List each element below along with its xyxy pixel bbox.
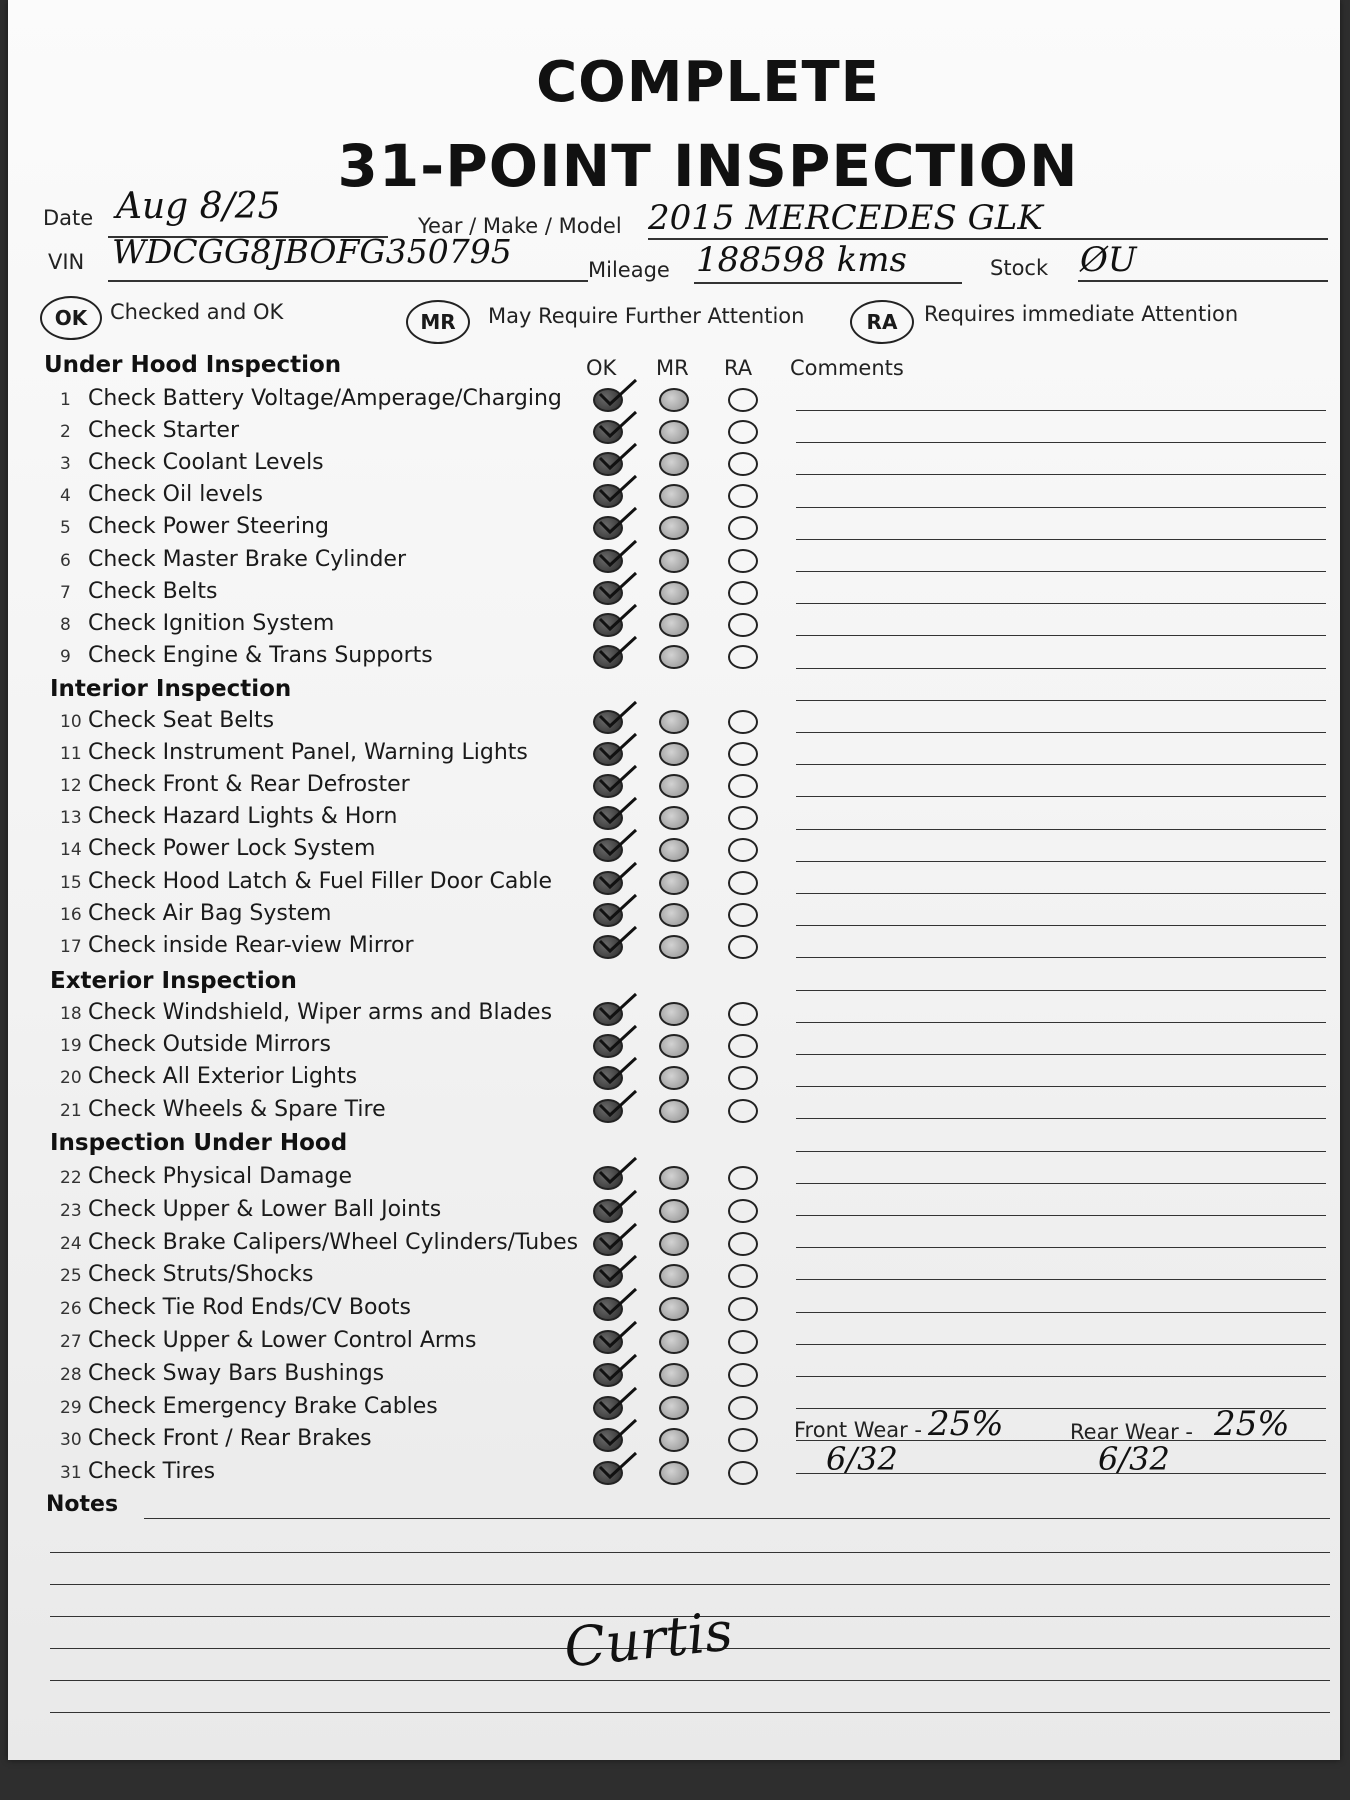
notes-line bbox=[50, 1712, 1330, 1713]
comment-line[interactable] bbox=[796, 1312, 1326, 1313]
checkmark-icon bbox=[598, 410, 638, 440]
item-label: Check Wheels & Spare Tire bbox=[88, 1096, 386, 1122]
inspection-item bbox=[60, 1262, 313, 1287]
comment-line[interactable] bbox=[796, 1215, 1326, 1216]
ra-bubble[interactable] bbox=[728, 1330, 758, 1354]
comment-line[interactable] bbox=[796, 1344, 1326, 1345]
item-label: Check Brake Calipers/Wheel Cylinders/Tubes bbox=[88, 1229, 579, 1255]
item-label: Check Hazard Lights & Horn bbox=[88, 804, 398, 830]
item-number: 18 bbox=[60, 1004, 82, 1024]
inspection-item bbox=[60, 836, 375, 861]
item-number: 9 bbox=[60, 646, 71, 667]
comment-line[interactable] bbox=[796, 861, 1326, 862]
ra-bubble[interactable] bbox=[728, 710, 758, 734]
inspection-item bbox=[60, 450, 324, 475]
item-label: Check Engine & Trans Supports bbox=[88, 642, 433, 668]
vin-underline bbox=[108, 280, 588, 282]
comment-line[interactable] bbox=[796, 571, 1326, 572]
mr-bubble[interactable] bbox=[659, 1396, 689, 1420]
item-number: 1 bbox=[60, 390, 71, 410]
item-number: 30 bbox=[60, 1430, 82, 1451]
comment-line[interactable] bbox=[796, 603, 1326, 604]
item-number: 14 bbox=[60, 840, 82, 861]
comment-line[interactable] bbox=[796, 957, 1326, 958]
mr-bubble[interactable] bbox=[659, 1232, 689, 1256]
comment-line[interactable] bbox=[796, 925, 1326, 926]
item-number: 11 bbox=[60, 744, 82, 765]
checkmark-icon bbox=[598, 1386, 638, 1416]
comment-line[interactable] bbox=[796, 990, 1326, 991]
ra-bubble[interactable] bbox=[728, 1264, 758, 1288]
ra-bubble[interactable] bbox=[728, 742, 758, 766]
inspection-item bbox=[60, 482, 263, 507]
item-number: 8 bbox=[60, 614, 71, 635]
legend-mr-text: May Require Further Attention bbox=[488, 304, 805, 328]
col-ra: RA bbox=[724, 356, 753, 380]
item-number: 20 bbox=[60, 1068, 82, 1089]
section-title: Inspection Under Hood bbox=[50, 1130, 348, 1156]
mr-bubble[interactable] bbox=[659, 774, 689, 798]
front-wear-depth: 6/32 bbox=[826, 1440, 898, 1478]
ymm-value: 2015 MERCEDES GLK bbox=[648, 198, 1043, 238]
item-number: 12 bbox=[60, 776, 82, 797]
item-label: Check Power Lock System bbox=[88, 836, 376, 862]
mr-bubble[interactable] bbox=[659, 1330, 689, 1354]
checkmark-icon bbox=[598, 635, 638, 665]
rear-wear-pct: 25% bbox=[1214, 1404, 1290, 1444]
inspection-sheet bbox=[8, 0, 1340, 1760]
mr-bubble[interactable] bbox=[659, 1199, 689, 1223]
front-wear-label: Front Wear - bbox=[794, 1418, 922, 1442]
inspection-item bbox=[60, 772, 410, 797]
ra-bubble[interactable] bbox=[728, 420, 758, 444]
signature: Curtis bbox=[561, 1599, 736, 1680]
checkmark-icon bbox=[598, 1189, 638, 1219]
mr-bubble[interactable] bbox=[659, 1461, 689, 1485]
mr-bubble[interactable] bbox=[659, 549, 689, 573]
inspection-item bbox=[60, 1426, 372, 1451]
item-label: Check Hood Latch & Fuel Filler Door Cable bbox=[88, 868, 552, 894]
comment-line[interactable] bbox=[796, 1118, 1326, 1119]
checkmark-icon bbox=[598, 539, 638, 569]
ra-bubble[interactable] bbox=[728, 774, 758, 798]
item-label: Check Ignition System bbox=[88, 610, 335, 636]
inspection-item bbox=[60, 804, 397, 829]
mr-bubble[interactable] bbox=[659, 484, 689, 508]
item-label: Check Struts/Shocks bbox=[88, 1262, 314, 1288]
notes-label: Notes bbox=[46, 1492, 119, 1517]
mr-bubble[interactable] bbox=[659, 1099, 689, 1123]
mr-bubble[interactable] bbox=[659, 388, 689, 412]
item-number: 28 bbox=[60, 1364, 82, 1385]
checkmark-icon bbox=[598, 992, 638, 1022]
ra-bubble[interactable] bbox=[728, 1066, 758, 1090]
item-label: Check Outside Mirrors bbox=[88, 1032, 331, 1058]
mr-bubble[interactable] bbox=[659, 581, 689, 605]
vin-value: WDCGG8JBOFG350795 bbox=[112, 232, 512, 271]
inspection-item bbox=[60, 740, 528, 765]
comment-line[interactable] bbox=[796, 507, 1326, 508]
checkmark-icon bbox=[598, 442, 638, 472]
ra-bubble[interactable] bbox=[728, 1461, 758, 1485]
inspection-item bbox=[60, 1295, 411, 1320]
comment-line[interactable] bbox=[796, 1086, 1326, 1087]
notes-line bbox=[50, 1584, 1330, 1585]
inspection-item bbox=[60, 1394, 438, 1419]
ra-bubble[interactable] bbox=[728, 484, 758, 508]
item-label: Check Seat Belts bbox=[88, 708, 275, 733]
item-label: Check All Exterior Lights bbox=[88, 1064, 358, 1090]
item-label: Check Battery Voltage/Amperage/Charging bbox=[88, 386, 562, 411]
checkmark-icon bbox=[598, 1320, 638, 1350]
front-wear-pct: 25% bbox=[928, 1404, 1004, 1444]
mr-bubble[interactable] bbox=[659, 935, 689, 959]
item-number: 7 bbox=[60, 582, 71, 603]
mr-bubble[interactable] bbox=[659, 1428, 689, 1452]
inspection-item bbox=[60, 869, 552, 894]
notes-line bbox=[144, 1518, 1330, 1519]
comment-line[interactable] bbox=[796, 1279, 1326, 1280]
item-label: Check Emergency Brake Cables bbox=[88, 1393, 438, 1419]
item-number: 6 bbox=[60, 550, 71, 571]
item-number: 21 bbox=[60, 1100, 82, 1121]
ra-bubble[interactable] bbox=[728, 935, 758, 959]
mr-bubble[interactable] bbox=[659, 742, 689, 766]
comment-line[interactable] bbox=[796, 410, 1326, 411]
item-label: Check Upper & Lower Control Arms bbox=[88, 1328, 477, 1353]
mileage-underline bbox=[694, 282, 962, 284]
item-label: Check Upper & Lower Ball Joints bbox=[88, 1196, 442, 1222]
mr-bubble[interactable] bbox=[659, 1002, 689, 1026]
col-ok: OK bbox=[586, 356, 617, 380]
rear-wear-label: Rear Wear - bbox=[1070, 1420, 1193, 1444]
comment-line[interactable] bbox=[796, 893, 1326, 894]
inspection-item bbox=[60, 1197, 441, 1222]
ra-bubble[interactable] bbox=[728, 1396, 758, 1420]
item-label: Check Belts bbox=[88, 578, 218, 604]
inspection-item bbox=[60, 514, 329, 539]
item-label: Check Sway Bars Bushings bbox=[88, 1360, 385, 1386]
comment-line[interactable] bbox=[796, 732, 1326, 733]
inspection-item bbox=[60, 1164, 352, 1189]
ra-bubble[interactable] bbox=[728, 1363, 758, 1387]
checkmark-icon bbox=[598, 474, 638, 504]
stock-label: Stock bbox=[990, 256, 1049, 280]
item-number: 23 bbox=[60, 1200, 82, 1221]
item-number: 31 bbox=[60, 1463, 82, 1484]
item-number: 19 bbox=[60, 1036, 82, 1057]
item-label: Check Windshield, Wiper arms and Blades bbox=[88, 1000, 553, 1025]
ra-bubble[interactable] bbox=[728, 1232, 758, 1256]
mr-bubble[interactable] bbox=[659, 452, 689, 476]
stock-value: ØU bbox=[1080, 240, 1137, 280]
item-number: 13 bbox=[60, 808, 82, 829]
item-label: Check Oil levels bbox=[88, 482, 263, 508]
ra-bubble[interactable] bbox=[728, 806, 758, 830]
section-title: Under Hood Inspection bbox=[44, 352, 342, 378]
checkmark-icon bbox=[598, 1418, 638, 1448]
comment-line[interactable] bbox=[796, 796, 1326, 797]
item-label: Check Instrument Panel, Warning Lights bbox=[88, 740, 528, 766]
vin-label: VIN bbox=[48, 250, 85, 274]
item-number: 27 bbox=[60, 1332, 82, 1352]
inspection-item bbox=[60, 1361, 384, 1386]
item-label: Check inside Rear-view Mirror bbox=[88, 932, 414, 958]
item-label: Check Physical Damage bbox=[88, 1164, 352, 1189]
ra-bubble[interactable] bbox=[728, 838, 758, 862]
ra-bubble[interactable] bbox=[728, 516, 758, 540]
inspection-item bbox=[60, 901, 331, 926]
item-number: 17 bbox=[60, 936, 82, 957]
ra-bubble[interactable] bbox=[728, 1034, 758, 1058]
section-title: Interior Inspection bbox=[50, 676, 292, 702]
ra-bubble[interactable] bbox=[728, 1166, 758, 1190]
inspection-item bbox=[60, 1097, 386, 1122]
mr-bubble[interactable] bbox=[659, 1363, 689, 1387]
checkmark-icon bbox=[598, 603, 638, 633]
checkmark-icon bbox=[598, 1254, 638, 1284]
inspection-item bbox=[60, 1459, 215, 1484]
inspection-item bbox=[60, 611, 334, 636]
mr-bubble[interactable] bbox=[659, 1066, 689, 1090]
checkmark-icon bbox=[598, 1156, 638, 1186]
mr-bubble[interactable] bbox=[659, 516, 689, 540]
mr-bubble[interactable] bbox=[659, 420, 689, 444]
item-label: Check Front & Rear Defroster bbox=[88, 772, 410, 798]
inspection-item bbox=[60, 708, 274, 733]
checkmark-icon bbox=[598, 1353, 638, 1383]
item-label: Check Front / Rear Brakes bbox=[88, 1426, 372, 1452]
checkmark-icon bbox=[598, 1222, 638, 1252]
inspection-item bbox=[60, 1328, 476, 1353]
item-label: Check Power Steering bbox=[88, 514, 329, 540]
checkmark-icon bbox=[598, 506, 638, 536]
ra-bubble[interactable] bbox=[728, 871, 758, 895]
mr-bubble[interactable] bbox=[659, 1264, 689, 1288]
col-mr: MR bbox=[656, 356, 689, 380]
item-number: 4 bbox=[60, 486, 71, 507]
mr-bubble[interactable] bbox=[659, 1297, 689, 1321]
legend-ra-text: Requires immediate Attention bbox=[924, 302, 1239, 326]
ymm-label: Year / Make / Model bbox=[418, 214, 622, 238]
checkmark-icon bbox=[598, 732, 638, 762]
date-label: Date bbox=[43, 206, 94, 230]
date-value: Aug 8/25 bbox=[116, 186, 281, 227]
mr-bubble[interactable] bbox=[659, 871, 689, 895]
mr-bubble[interactable] bbox=[659, 613, 689, 637]
ra-bubble[interactable] bbox=[728, 388, 758, 412]
item-number: 15 bbox=[60, 872, 82, 893]
checkmark-icon bbox=[598, 1056, 638, 1086]
item-number: 10 bbox=[60, 712, 82, 732]
comment-line[interactable] bbox=[796, 1247, 1326, 1248]
mr-bubble[interactable] bbox=[659, 838, 689, 862]
inspection-item bbox=[60, 547, 406, 572]
item-number: 5 bbox=[60, 518, 71, 539]
checkmark-icon bbox=[598, 1287, 638, 1317]
notes-line bbox=[50, 1552, 1330, 1553]
item-label: Check Tie Rod Ends/CV Boots bbox=[88, 1295, 411, 1321]
mr-bubble[interactable] bbox=[659, 806, 689, 830]
checkmark-icon bbox=[598, 1451, 638, 1481]
checkmark-icon bbox=[598, 861, 638, 891]
ra-bubble[interactable] bbox=[728, 613, 758, 637]
item-label: Check Air Bag System bbox=[88, 900, 332, 926]
comment-line[interactable] bbox=[796, 700, 1326, 701]
checkmark-icon bbox=[598, 1089, 638, 1119]
inspection-item bbox=[60, 1000, 552, 1025]
inspection-item bbox=[60, 418, 239, 443]
checkmark-icon bbox=[598, 1024, 638, 1054]
rear-wear-depth: 6/32 bbox=[1098, 1440, 1170, 1478]
ra-bubble[interactable] bbox=[728, 581, 758, 605]
item-number: 26 bbox=[60, 1299, 82, 1320]
checkmark-icon bbox=[598, 828, 638, 858]
section-title: Exterior Inspection bbox=[50, 968, 297, 994]
stock-underline bbox=[1078, 280, 1328, 282]
item-number: 22 bbox=[60, 1168, 82, 1188]
legend-mr-oval: MR bbox=[406, 300, 470, 344]
checkmark-icon bbox=[598, 571, 638, 601]
comment-line[interactable] bbox=[796, 1054, 1326, 1055]
comment-line[interactable] bbox=[796, 474, 1326, 475]
comment-line[interactable] bbox=[796, 539, 1326, 540]
comment-line[interactable] bbox=[796, 764, 1326, 765]
comment-line[interactable] bbox=[796, 1151, 1326, 1152]
ra-bubble[interactable] bbox=[728, 1199, 758, 1223]
checkmark-icon bbox=[598, 378, 638, 408]
item-number: 16 bbox=[60, 904, 82, 925]
ra-bubble[interactable] bbox=[728, 549, 758, 573]
mr-bubble[interactable] bbox=[659, 903, 689, 927]
comment-line[interactable] bbox=[796, 1376, 1326, 1377]
ra-bubble[interactable] bbox=[728, 1297, 758, 1321]
item-number: 24 bbox=[60, 1233, 82, 1254]
mr-bubble[interactable] bbox=[659, 1034, 689, 1058]
item-number: 2 bbox=[60, 422, 71, 443]
ra-bubble[interactable] bbox=[728, 645, 758, 669]
item-label: Check Tires bbox=[88, 1459, 216, 1485]
comment-line[interactable] bbox=[796, 1183, 1326, 1184]
comment-line[interactable] bbox=[796, 829, 1326, 830]
item-label: Check Starter bbox=[88, 418, 239, 444]
mr-bubble[interactable] bbox=[659, 710, 689, 734]
ra-bubble[interactable] bbox=[728, 903, 758, 927]
inspection-item bbox=[60, 643, 433, 668]
checkmark-icon bbox=[598, 796, 638, 826]
comment-line[interactable] bbox=[796, 635, 1326, 636]
checkmark-icon bbox=[598, 925, 638, 955]
comment-line[interactable] bbox=[796, 1022, 1326, 1023]
checkmark-icon bbox=[598, 700, 638, 730]
checkmark-icon bbox=[598, 764, 638, 794]
inspection-item bbox=[60, 1230, 578, 1255]
inspection-item bbox=[60, 933, 414, 958]
notes-line bbox=[50, 1680, 1330, 1681]
item-number: 3 bbox=[60, 454, 71, 475]
legend-ra-oval: RA bbox=[850, 300, 914, 344]
ra-bubble[interactable] bbox=[728, 1428, 758, 1452]
col-comments: Comments bbox=[790, 356, 904, 380]
mileage-label: Mileage bbox=[588, 258, 670, 282]
mr-bubble[interactable] bbox=[659, 645, 689, 669]
ra-bubble[interactable] bbox=[728, 452, 758, 476]
legend-ok-text: Checked and OK bbox=[110, 300, 284, 324]
title-line2: 31-POINT INSPECTION bbox=[337, 132, 1079, 200]
checkmark-icon bbox=[598, 893, 638, 923]
inspection-item bbox=[60, 579, 218, 604]
item-label: Check Master Brake Cylinder bbox=[88, 546, 406, 572]
item-label: Check Coolant Levels bbox=[88, 450, 324, 476]
legend-ok-oval: OK bbox=[40, 296, 102, 340]
inspection-item bbox=[60, 1064, 357, 1089]
inspection-item bbox=[60, 386, 562, 411]
ra-bubble[interactable] bbox=[728, 1002, 758, 1026]
mr-bubble[interactable] bbox=[659, 1166, 689, 1190]
comment-line[interactable] bbox=[796, 442, 1326, 443]
item-number: 29 bbox=[60, 1397, 82, 1418]
mileage-value: 188598 kms bbox=[696, 240, 907, 280]
inspection-item bbox=[60, 1032, 331, 1057]
title-line1: COMPLETE bbox=[536, 50, 880, 115]
item-number: 25 bbox=[60, 1266, 82, 1287]
ra-bubble[interactable] bbox=[728, 1099, 758, 1123]
comment-line[interactable] bbox=[796, 668, 1326, 669]
